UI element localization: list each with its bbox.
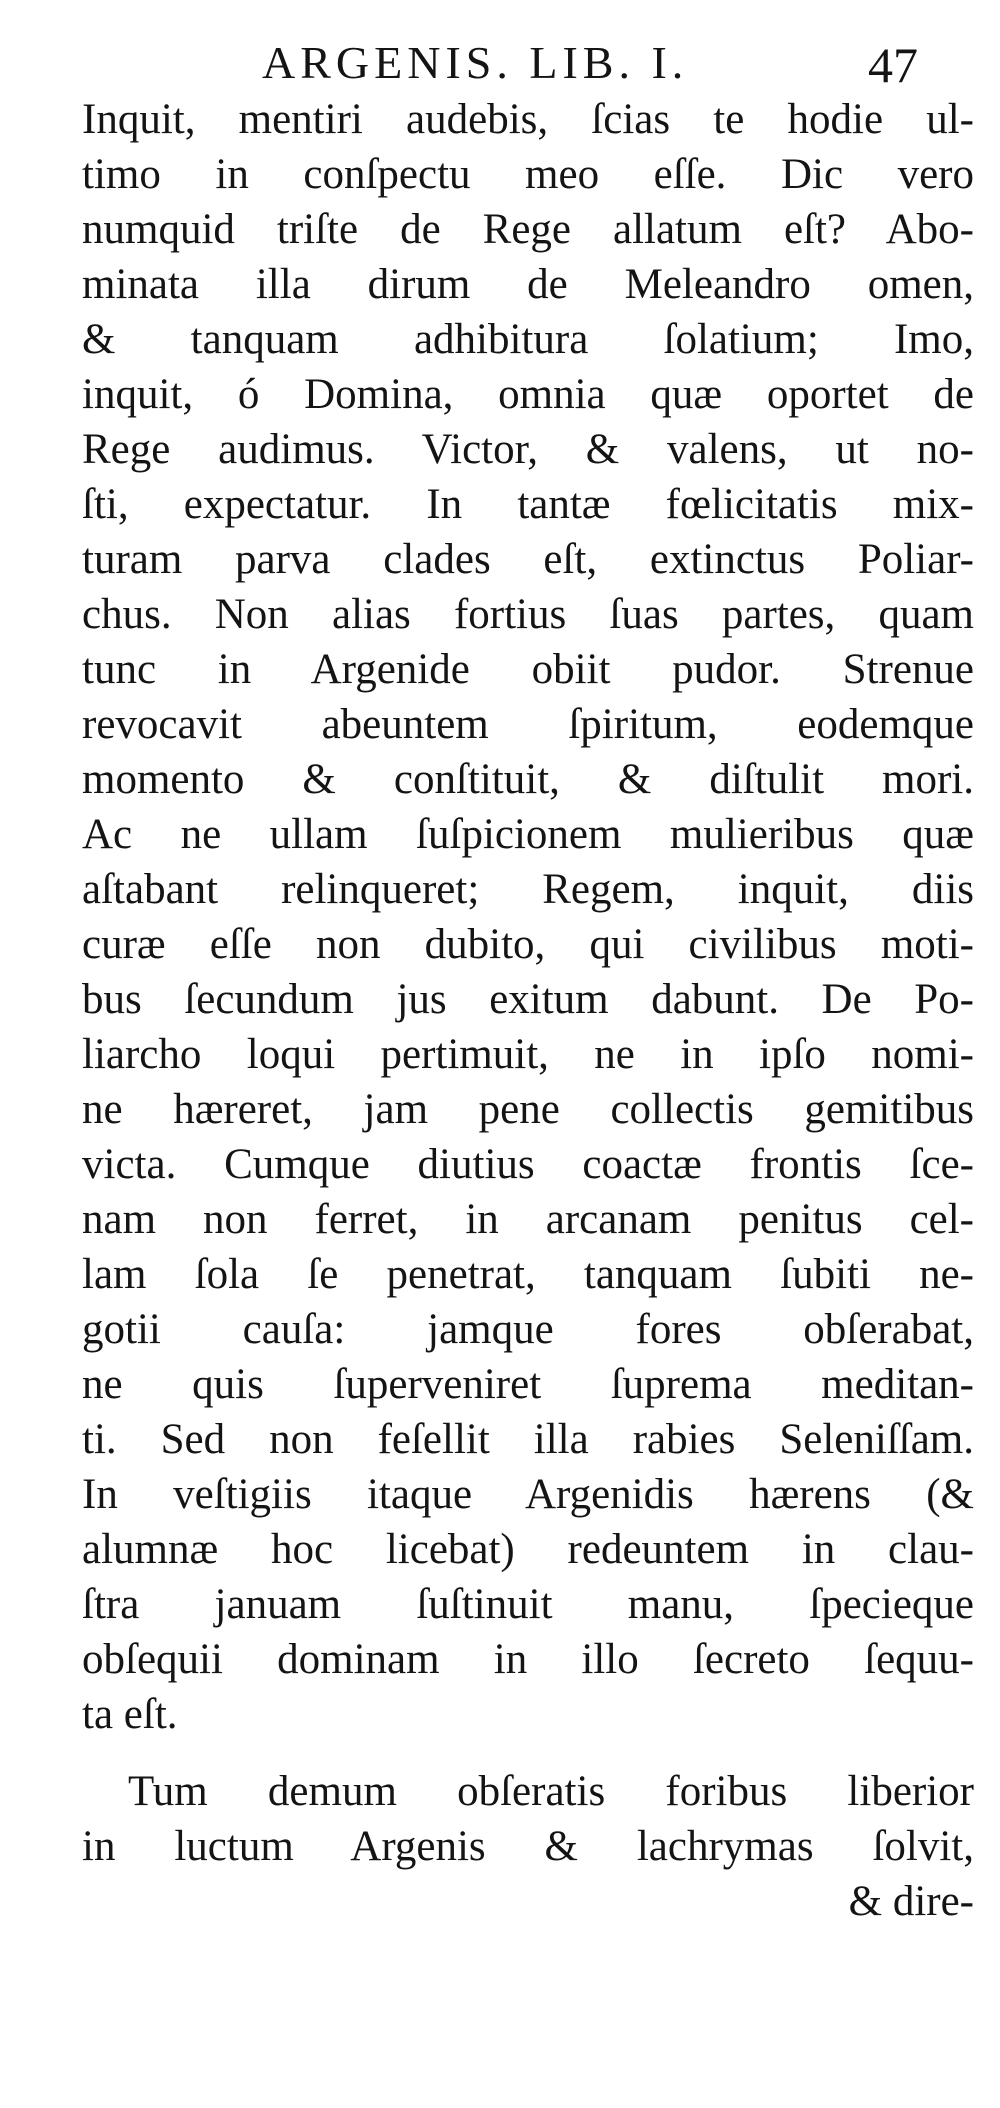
text-line: Rege audimus. Victor, & valens, ut no- <box>82 426 974 473</box>
running-title: ARGENIS. LIB. I. <box>262 37 689 88</box>
body-text <box>82 92 974 1929</box>
text-line: momento & conſtituit, & diſtulit mori. <box>82 756 974 803</box>
text-line: liarcho loqui pertimuit, ne in ipſo nomi- <box>82 1031 974 1078</box>
text-line: chus. Non alias fortius ſuas partes, quam <box>82 591 974 638</box>
text-line: Ac ne ullam ſuſpicionem mulieribus quæ <box>82 811 974 858</box>
text-line: alumnæ hoc licebat) redeuntem in clau- <box>82 1526 974 1573</box>
text-line: ta eſt. <box>82 1691 178 1738</box>
text-line: in luctum Argenis & lachrymas ſolvit, <box>82 1823 974 1870</box>
text-line: victa. Cumque diutius coactæ frontis ſce- <box>82 1141 974 1188</box>
text-line: lam ſola ſe penetrat, tanquam ſubiti ne- <box>82 1251 974 1298</box>
text-line: inquit, ó Domina, omnia quæ oportet de <box>82 371 974 418</box>
text-line: bus ſecundum jus exitum dabunt. De Po- <box>82 976 974 1023</box>
text-line: nam non ferret, in arcanam penitus cel- <box>82 1196 974 1243</box>
text-line: ſtra januam ſuſtinuit manu, ſpecieque <box>82 1581 974 1628</box>
text-line: aſtabant relinqueret; Regem, inquit, diis <box>82 866 974 913</box>
text-line: Inquit, mentiri audebis, ſcias te hodie ul- <box>82 96 974 143</box>
text-line: curæ eſſe non dubito, qui civilibus moti- <box>82 921 974 968</box>
catchword: & dire- <box>848 1878 974 1925</box>
running-head <box>0 30 1000 100</box>
text-line: gotii cauſa: jamque fores obſerabat, <box>82 1306 974 1353</box>
text-line: numquid triſte de Rege allatum eſt? Abo- <box>82 206 974 253</box>
text-line: ne hæreret, jam pene collectis gemitibus <box>82 1086 974 1133</box>
text-line: In veſtigiis itaque Argenidis hærens (& <box>82 1471 974 1518</box>
text-line: tunc in Argenide obiit pudor. Strenue <box>82 646 974 693</box>
text-line: obſequii dominam in illo ſecreto ſequu- <box>82 1636 974 1683</box>
text-line: ſti, expectatur. In tantæ fœlicitatis mix- <box>82 481 974 528</box>
paragraph-gap <box>82 1742 974 1764</box>
text-line: minata illa dirum de Meleandro omen, <box>82 261 974 308</box>
page-number: 47 <box>868 37 918 93</box>
text-line: turam parva clades eſt, extinctus Poliar- <box>82 536 974 583</box>
text-line: timo in conſpectu meo eſſe. Dic vero <box>82 151 974 198</box>
text-line: & tanquam adhibitura ſolatium; Imo, <box>82 316 974 363</box>
text-line: Tum demum obſeratis foribus liberior <box>128 1768 974 1815</box>
text-line: revocavit abeuntem ſpiritum, eodemque <box>82 701 974 748</box>
text-line: ne quis ſuperveniret ſuprema meditan- <box>82 1361 974 1408</box>
text-line: ti. Sed non feſellit illa rabies Seleniſſam. <box>82 1416 974 1463</box>
